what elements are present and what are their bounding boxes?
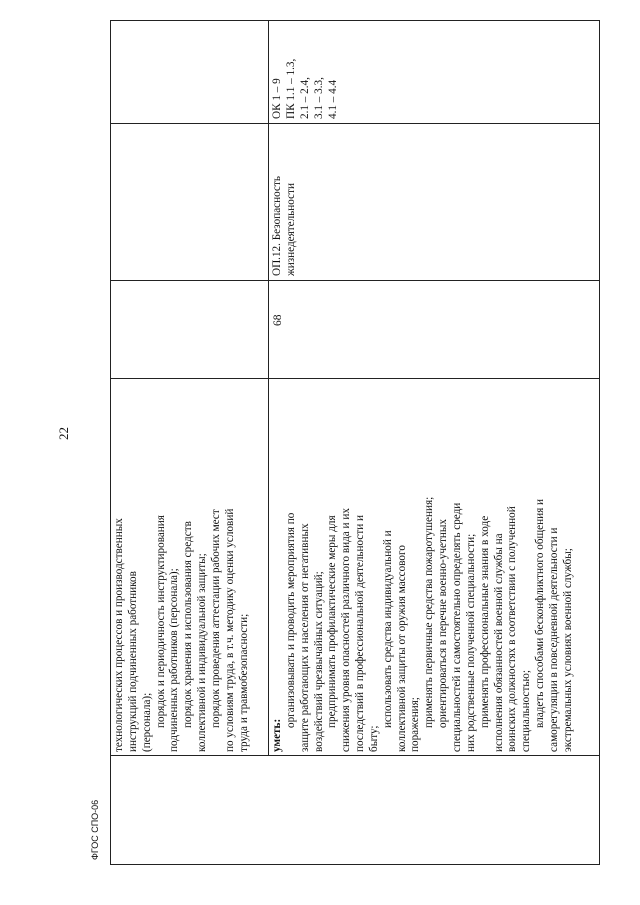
skills-heading: уметь:: [271, 718, 283, 752]
competency-line: ПК 1.1 – 1.3,: [284, 58, 297, 119]
text-line: них родственные полученной специальности;: [464, 533, 477, 752]
column-divider: [111, 755, 599, 756]
text-line: технологических процессов и производственных: [113, 518, 125, 752]
column-divider: [111, 280, 599, 281]
discipline-line: жизнедеятельности: [284, 183, 297, 276]
text-line: специальностью;: [520, 670, 533, 752]
text-line: поражения;: [409, 697, 422, 752]
text-line: предпринимать профилактические меры для: [326, 515, 339, 728]
page-number: 22: [56, 427, 71, 440]
text-line: ориентироваться в перечне военно-учетных: [437, 519, 450, 728]
text-line: владеть способами бесконфликтного общения и: [534, 498, 547, 728]
column-divider: [111, 378, 599, 379]
rotated-table: [110, 20, 600, 865]
text-line: снижения уровня опасностей различного вида и их: [340, 508, 353, 752]
text-line: подчиненных работников (персонала);: [168, 568, 181, 752]
text-line: организовывать и проводить мероприятия по: [284, 512, 297, 728]
text-line: коллективной и индивидуальной защиты;: [196, 553, 209, 752]
text-line: по условиям труда, в т.ч. методику оценки условий: [223, 508, 236, 752]
text-line: порядок и периодичность инструктирования: [154, 515, 167, 728]
text-line: воздействий чрезвычайных ситуаций;: [312, 571, 325, 752]
text-line: последствий в профессиональной деятельности и: [354, 514, 367, 752]
text-line: инструкций подчиненных работников: [126, 571, 139, 752]
discipline-cell: [271, 128, 299, 276]
text-line: быту;: [367, 725, 380, 752]
text-line: (персонала);: [140, 692, 153, 752]
competencies-cell: [271, 23, 341, 119]
text-line: исполнения обязанностей военной службы на: [492, 533, 505, 752]
competency-line: ОК 1 – 9: [271, 78, 283, 119]
text-line: использовать средства индивидуальной и: [381, 530, 394, 728]
text-line: порядок хранения и использования средств: [182, 521, 195, 728]
text-line: защите работающих и населения от негативных: [298, 523, 311, 752]
text-line: экстремальных условиях военной службы;: [561, 548, 574, 752]
text-line: применять первичные средства пожаротушения;: [423, 496, 436, 728]
knowledge-skills-cell: [113, 384, 251, 752]
skills-cell: [271, 384, 576, 752]
competency-line: 3.1 – 3.3,: [312, 77, 325, 119]
hours-value: 68: [272, 314, 284, 326]
text-line: труда и травмобезопасности;: [237, 613, 250, 752]
competency-line: 2.1 – 2.4,: [298, 77, 311, 119]
text-line: саморегуляции в повседневной деятельности и: [547, 527, 560, 752]
text-line: коллективной защиты от оружия массового: [395, 545, 408, 752]
row-divider: [268, 21, 269, 756]
footer-standard-code: ФГОС СПО-06: [90, 799, 100, 860]
text-line: порядок проведения аттестации рабочих мест: [209, 509, 222, 728]
text-line: применять профессиональные знания в ходе: [478, 515, 491, 728]
table-grid: [110, 20, 600, 865]
text-line: воинских должностях в соответствии с полученной: [506, 506, 519, 752]
competency-line: 4.1 – 4.4: [326, 79, 339, 119]
column-divider: [111, 123, 599, 124]
discipline-line: ОП.12. Безопасность: [271, 176, 283, 276]
text-line: специальностей и самостоятельно определять среди: [450, 502, 463, 752]
